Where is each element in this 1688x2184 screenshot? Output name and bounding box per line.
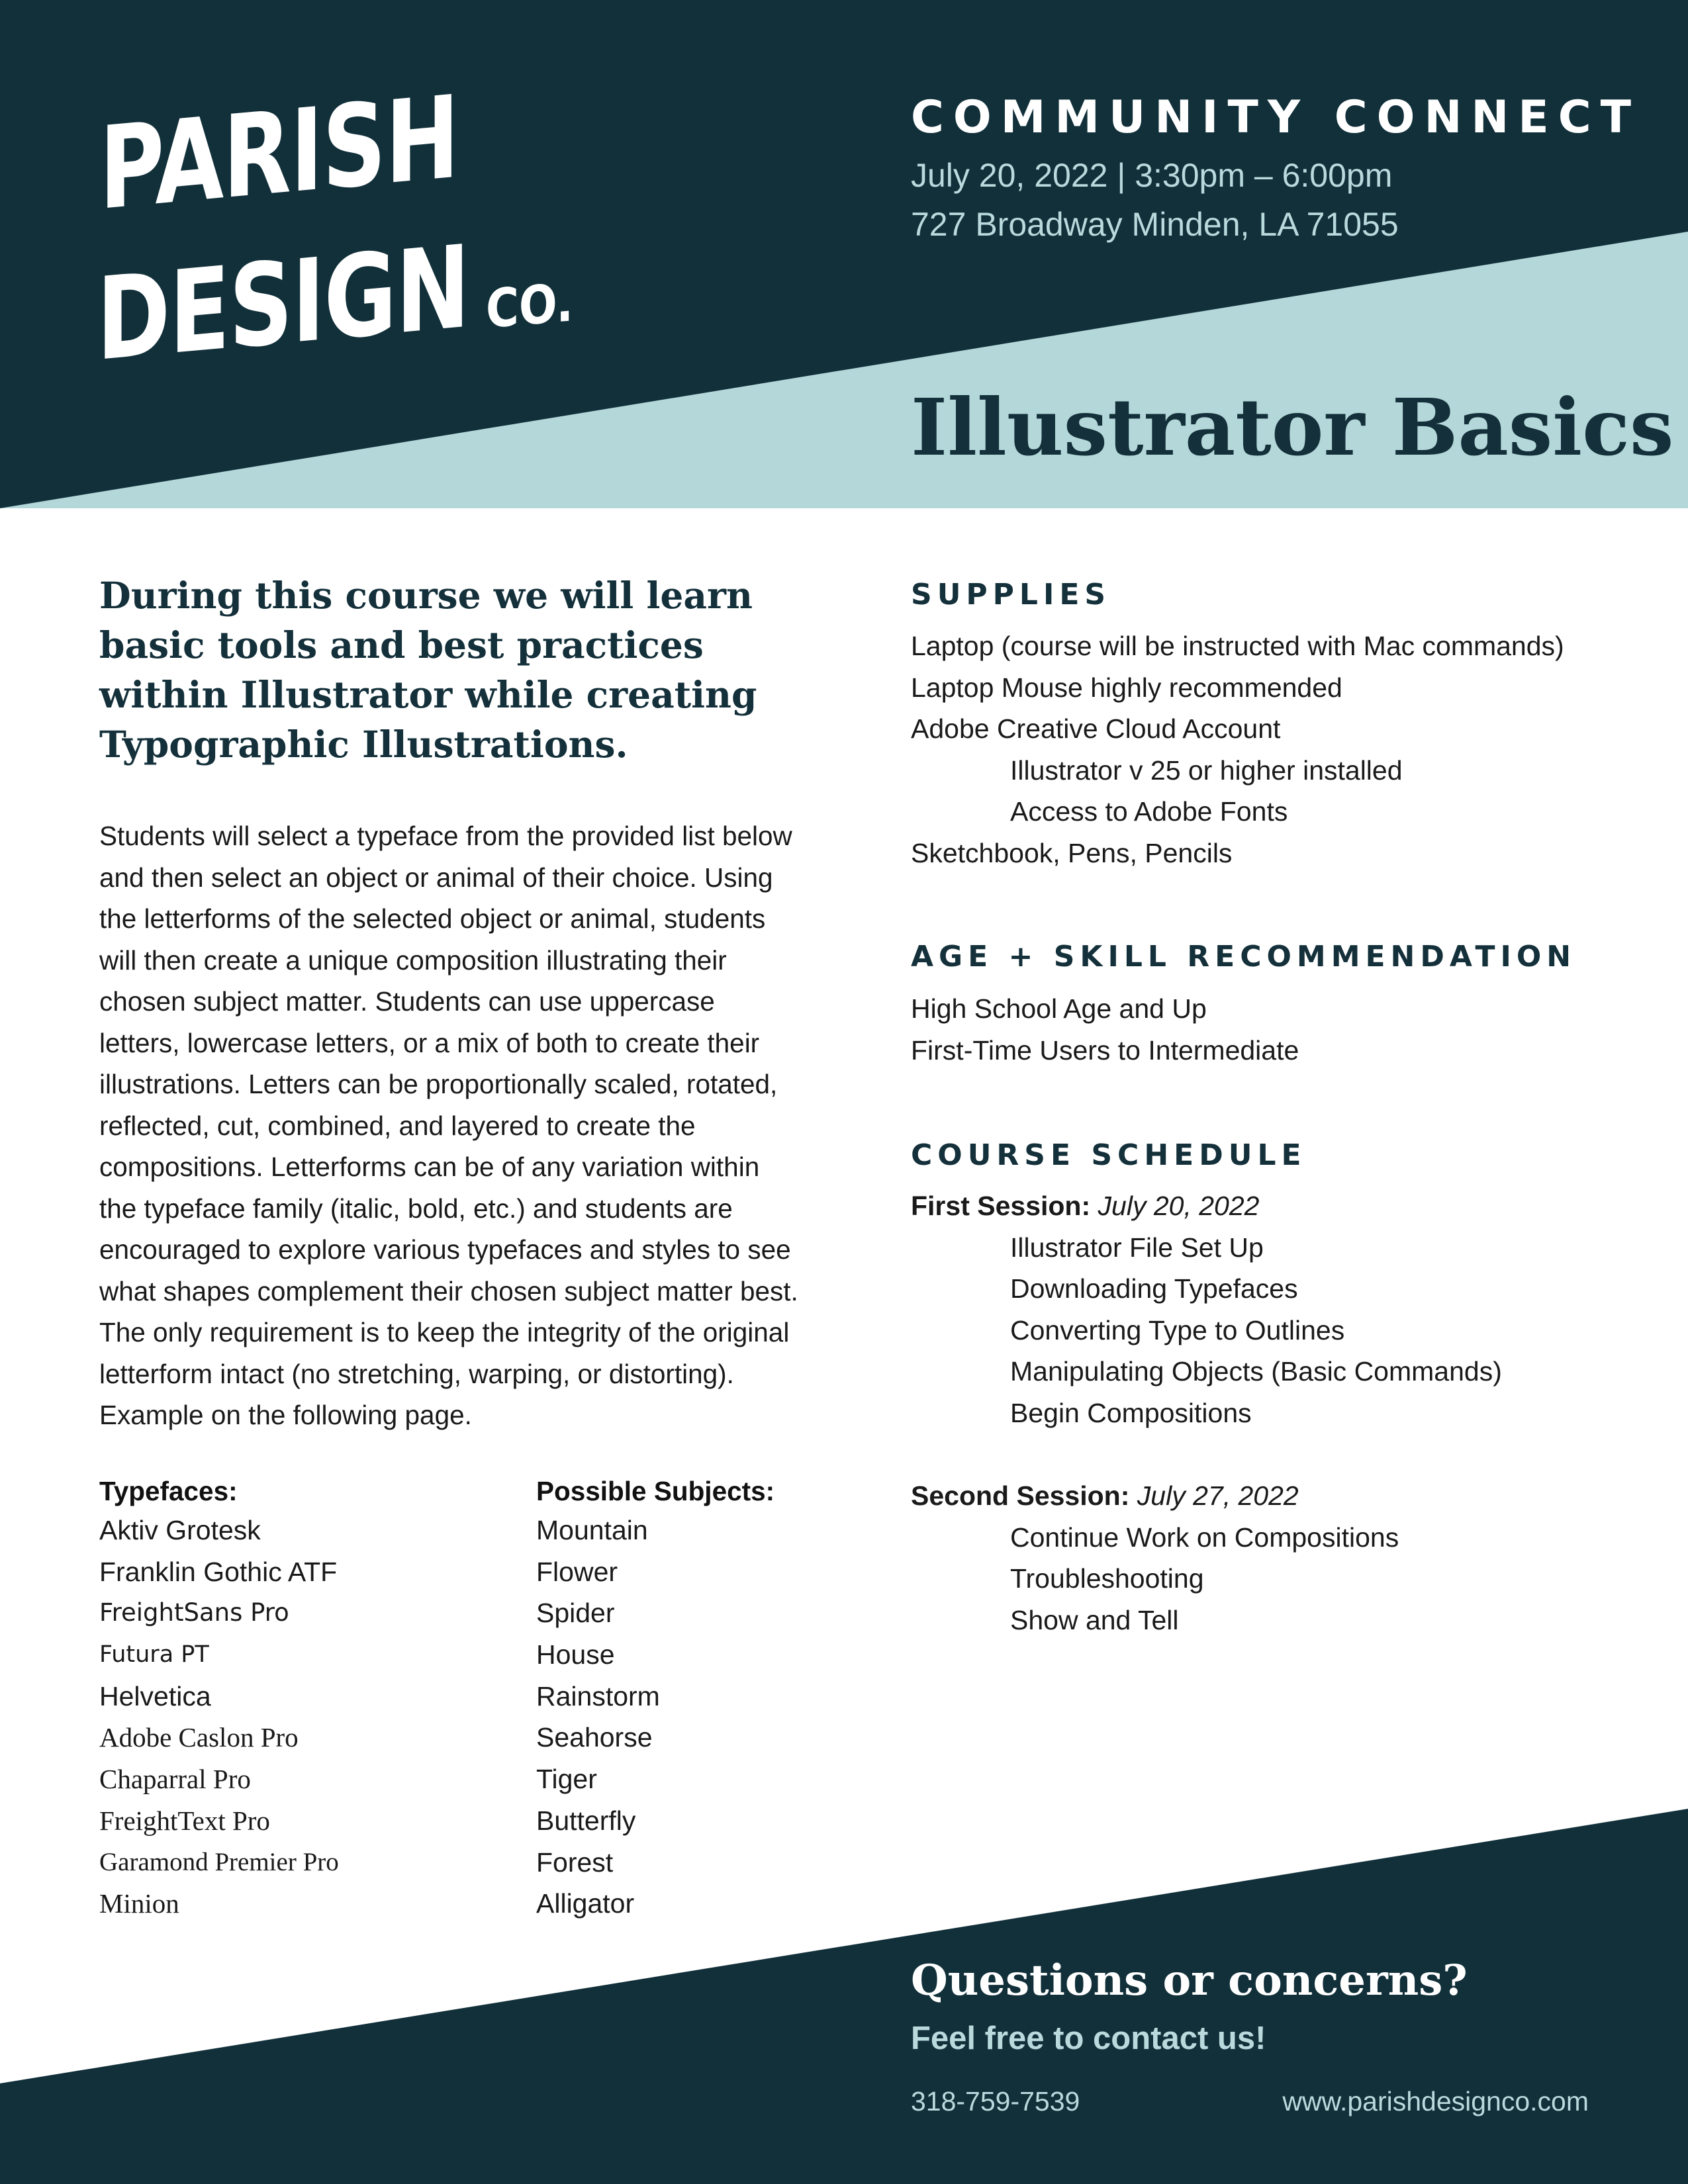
first-session-date: July 20, 2022 [1098,1191,1260,1221]
first-session-list [911,1185,1502,1433]
lead-line: within Illustrator while creating [99,673,757,716]
supplies-list [911,625,1564,874]
age-skill-list [911,988,1299,1071]
lead-line: Typographic Illustrations. [99,723,628,766]
subject-item: Tiger [536,1764,597,1795]
session-topic: Manipulating Objects (Basic Commands) [1010,1356,1502,1387]
session-topic: Troubleshooting [1010,1563,1204,1594]
lead-line: During this course we will learn [99,574,753,617]
typeface-item: FreightText Pro [99,1805,270,1836]
age-skill-item: High School Age and Up [911,993,1207,1024]
logo-word-design: DESIGN [97,220,469,387]
subject-item: Flower [536,1556,618,1587]
event-date-time: July 20, 2022 | 3:30pm – 6:00pm [911,157,1393,194]
session-topic: Converting Type to Outlines [1010,1314,1345,1345]
footer-question: Questions or concerns? [911,1956,1468,2005]
typeface-item: Aktiv Grotesk [99,1515,261,1545]
subject-item: Seahorse [536,1722,653,1753]
supply-subitem: Illustrator v 25 or higher installed [1010,754,1403,786]
subject-item: Spider [536,1598,615,1629]
course-lead [99,570,761,769]
event-address: 727 Broadway Minden, LA 71055 [911,206,1399,243]
second-session-label: Second Session: [911,1480,1130,1511]
supply-subitem: Access to Adobe Fonts [1010,796,1288,827]
session-topic: Begin Compositions [1010,1397,1252,1428]
second-session-date: July 27, 2022 [1137,1480,1299,1511]
subject-item: Forest [536,1846,614,1878]
lead-line: basic tools and best practices [99,623,704,666]
supplies-heading: SUPPLIES [911,578,1111,612]
subject-item: Alligator [536,1888,635,1919]
company-logo [0,0,596,424]
supply-item: Laptop Mouse highly recommended [911,672,1342,703]
first-session-label: First Session: [911,1191,1091,1221]
typefaces-list [99,1510,339,1925]
typefaces-section [99,1476,339,1925]
typefaces-heading: Typefaces: [99,1476,238,1506]
typeface-item: Franklin Gothic ATF [99,1556,338,1587]
footer-invite: Feel free to contact us! [911,2021,1266,2056]
subject-item: Butterfly [536,1805,636,1836]
session-topic: Illustrator File Set Up [1010,1232,1264,1263]
supply-item: Adobe Creative Cloud Account [911,713,1281,744]
session-topic: Show and Tell [1010,1604,1179,1635]
event-name: COMMUNITY CONNECT [911,91,1641,144]
course-title: Illustrator Basics [911,381,1674,473]
typeface-item: FreightSans Pro [99,1598,289,1627]
typeface-item: Garamond Premier Pro [99,1847,339,1876]
second-session-header [911,1475,1399,1517]
contact-phone: 318-759-7539 [911,2086,1080,2116]
typeface-item: Chaparral Pro [99,1764,251,1795]
age-skill-item: First-Time Users to Intermediate [911,1034,1299,1066]
logo-word-parish: PARISH [99,70,459,236]
subject-item: Rainstorm [536,1680,660,1711]
subject-item: Mountain [536,1515,648,1545]
typeface-item: Futura PT [99,1641,209,1668]
second-session-list [911,1475,1399,1641]
typeface-item: Minion [99,1888,179,1919]
schedule-heading: COURSE SCHEDULE [911,1138,1307,1172]
session-topic: Downloading Typefaces [1010,1273,1298,1304]
subject-item: House [536,1639,615,1670]
age-skill-heading: AGE + SKILL RECOMMENDATION [911,940,1577,974]
session-topic: Continue Work on Compositions [1010,1522,1399,1553]
subjects-heading: Possible Subjects: [536,1476,775,1506]
typeface-item: Helvetica [99,1680,211,1711]
supply-item: Sketchbook, Pens, Pencils [911,837,1233,868]
subjects-list [536,1510,774,1925]
typeface-item: Adobe Caslon Pro [99,1722,299,1753]
contact-website[interactable]: www.parishdesignco.com [1282,2086,1589,2116]
supply-item: Laptop (course will be instructed with Mac commands) [911,631,1564,661]
course-description: Students will select a typeface from the provided list below and then select an object or animal of their choice. Using the letterforms of the selected object or animal, students will then create a unique composition illustrating their chosen subject matter. Students can use uppercase letters, lowercase letters, or a mix of both to create their illustrations. Letters can be proportionally scaled, rotated, reflected, cut, combined, and layered to create the compositions. Letterforms can be of any variation within the typeface family (italic, bold, etc.) and students are encouraged to explore various typefaces and styles to see what shapes complement their chosen subject matter best. The only requirement is to keep the integrity of the original letterform intact (no stretching, warping, or distorting). Example on the following page. [99,821,798,1430]
subjects-section [536,1476,774,1925]
logo-suffix: CO. [486,271,574,340]
first-session-header [911,1185,1502,1227]
